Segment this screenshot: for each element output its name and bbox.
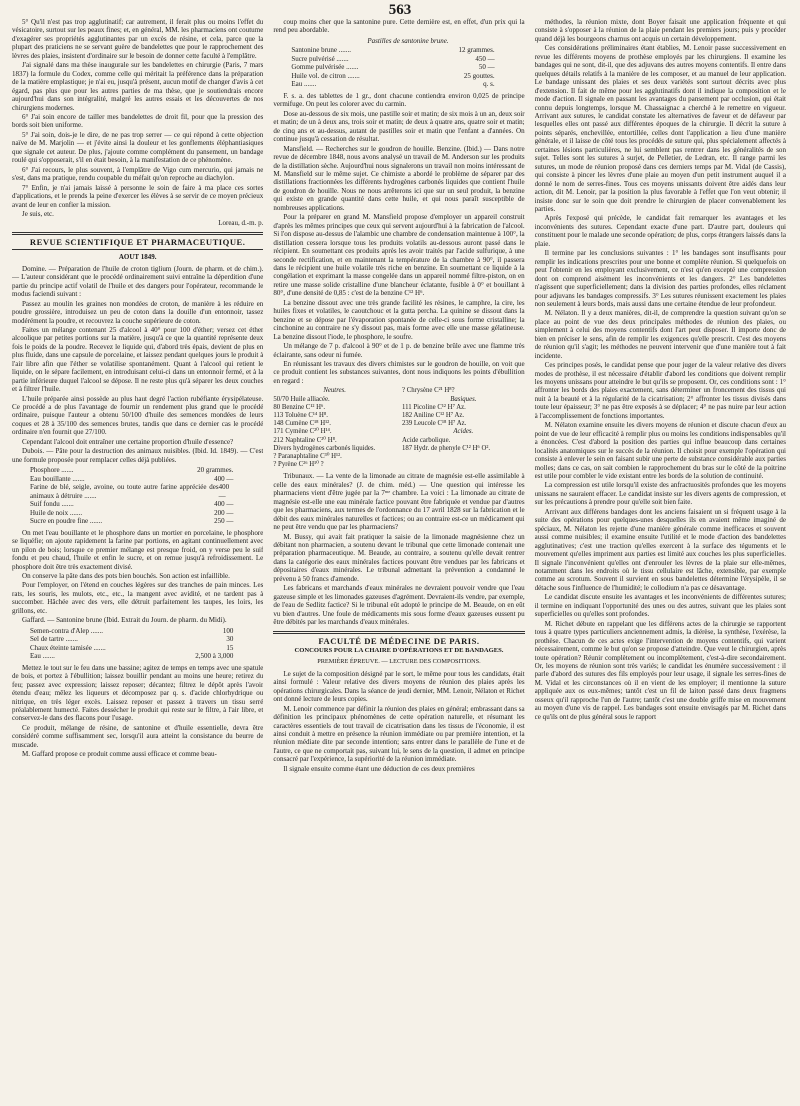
- recipe-row: [30, 483, 263, 500]
- ingredient-name: Farine de blé, seigle, avoine, ou toute autre farine appréciée des animaux à détruire .......: [30, 483, 219, 500]
- paragraph: Il termine par les conclusions suivantes : 1° les bandages sont insuffisants pour remplir les indications prescrites pour une bonne et complète réunion. Si quelquefois on peut l'obtenir en les employant exclusivement, ce n'est qu'en excepté une compression dont on comprend aisément les inconvénients et les dangers. 2° Les bandelettes n'agissent que superficiellement; dans la division des parties profondes, elles réclament pour adjuvans les bandages compressifs. 3° Les sutures réunissent exactement les plaies non seulement à leurs bords, mais aussi dans une certaine étendue de leur profondeur.: [534, 249, 786, 308]
- col2-text-a: [273, 18, 524, 35]
- paragraph: Ce produit, mélange de résine, de santonine et d'huile essentielle, devra être considéré comme suffisamment sec, lorsqu'il aura atteint la consistance du beurre de muscade.: [12, 723, 264, 749]
- ingredient-name: Eau bouillante .......: [30, 474, 85, 483]
- paragraph: Ces principes posés, le candidat pense que pour juger de la valeur relative des divers modes de prothèse, il est nécessaire d'établir d'abord les conditions que doivent remplir les moyens unissans pour atteindre le but qu'ils se proposent. Or, ces conditions sont : 1° affronter les bords des plaies exactement, sans déterminer un froncement des tissus qui nuit à la beauté et à la régularité de la cicatrisation; 2° affronter les tissus divisés dans toute leur épaisseur; 3° ne pas être exposés à se déplacer; 4° ne pas nuire par leur action à l'accomplissement de fonctions importantes.: [534, 361, 786, 420]
- ingredient-quantity: 100: [222, 626, 234, 635]
- paragraph: Le candidat discute ensuite les avantages et les inconvénients de différentes sutures; il termine en indiquant l'opportunité des unes ou des autres, suivant que les plaies sont superficielles ou qu'elles sont profondes.: [534, 593, 786, 619]
- paragraph: Domine. — Préparation de l'huile de croton tiglium (Journ. de pharm. et de chim.). — L'auteur considérant que le procédé ordinairement suivi entraîne la déperdition d'une partie du principe actif volatil de l'huile et des dangers pour l'opérateur, recommande le modus faciendi suivant :: [12, 264, 264, 299]
- column-3: [535, 18, 786, 1106]
- paragraph: 6° J'ai recours, le plus souvent, à l'emplâtre de Vigo cum mercurio, qui jamais ne s'est, dans ma pratique, rendu coupable du méfait qu'on reproche au diachylon.: [12, 165, 264, 183]
- paragraph: On conserve la pâte dans des pots bien bouchés. Son action est infaillible.: [22, 571, 230, 580]
- review-date: AOUT 1849.: [118, 253, 157, 262]
- ingredient-name: Huile de noix .......: [30, 508, 83, 517]
- paragraph: Mettez le tout sur le feu dans une bassine; agitez de temps en temps avec une spatule de bois, et portez à l'ébullition; laissez bouillir pendant au moins une heure; retirez du feu; passez avec expression; laissez reposer; décantez; filtrez le dépôt après l'avoir étendu d'eau; mêlez les liqueurs et décomposez par q. s. d'acide chlorhydrique ou nitrique, en très léger excès. Laissez reposer et passez à travers un tissu serré préalablement humecté. Faites dessécher le produit qui reste sur le filtre, à l'air libre, et conservez-le dans des flacons pour l'usage.: [12, 663, 264, 723]
- ingredient-name: Huile vol. de citron .......: [291, 71, 360, 80]
- compound-line: Divers hydrogènes carbonés liquides.: [273, 444, 376, 452]
- paragraph: La benzine dissout avec une très grande facilité les résines, le camphre, la cire, les huiles fixes et volatiles, le caoutchouc et la gutta percha. La quinine se dissout dans la benzine et se dépose par l'évaporation spontanée de celle-ci sous forme cristalline; la cinchonine au contraire ne s'y dissout pas, mais forme avec elle une masse gélatineuse. La benzine dissout l'iode, le phosphore, le soufre.: [273, 298, 525, 341]
- paragraph: 7° Enfin, je n'ai jamais laissé à personne le soin de faire à ma place ces sortes d'applications, et le prends la peine d'exercer les élèves à se servir de ce moyen précieux avant de leur en confier la mission.: [12, 183, 264, 209]
- divider: [273, 631, 524, 634]
- santonine-notes: [12, 664, 263, 759]
- paragraph: Faites un mélange contenant 25 d'alcool à 40° pour 100 d'éther; versez cet éther alcoolique par petites portions sur la matière, jusqu'à ce que la quantité représente deux fois le poids de la poudre. Recevez le liquide qui, d'abord très épais, devient de plus en plus fluide, dans une capsule de porcelaine, et laissez pendant quelques jours le produit à l'air libre afin que l'éther se volatilise spontanément. Quant à l'alcool qui retient le liquide, on le sépare facilement, en introduisant celui-ci dans un entonnoir fermé, et à la partie inférieure duquel l'alcool se dépose. Il ne reste plus qu'à séparer les deux couches et à filtrer l'huile.: [12, 325, 264, 394]
- basiques-label: Basiques.: [450, 395, 477, 403]
- chem-right-acides: [402, 437, 525, 453]
- ingredient-quantity: 200 —: [214, 508, 234, 517]
- chem-left-list: [273, 396, 396, 470]
- compound-line: 148 Cumène C¹⁸ H¹².: [273, 420, 331, 428]
- ingredient-name: Gomme pulvérisée .......: [291, 63, 359, 72]
- paragraph: Après l'exposé qui précède, le candidat fait remarquer les avantages et les inconvénients des sutures. Cependant exacte d'une part. D'autre part, douleurs qui constituent pour le malade une seconde opération; de plus, corps étrangers laissés dans la plaie.: [534, 214, 786, 248]
- ingredient-name: Eau .......: [291, 80, 317, 89]
- ingredient-quantity: 30: [226, 635, 234, 644]
- paragraph: Gaffard. — Santonine brune (Ibid. Extrait du Journ. de pharm. du Midi).: [22, 616, 227, 625]
- ingredient-quantity: 450 —: [475, 54, 495, 63]
- recipe-row: [291, 55, 524, 64]
- recipe-phosphore: [30, 466, 263, 526]
- paragraph: Le sujet de la composition désigné par le sort, le même pour tous les candidats, était ainsi formulé : Valeur relative des divers moyens de réunion des plaies après les opérations chirurgicales. Dans la séance de jeudi dernier, MM. Lenoir, Nélaton et Richet ont donné lecture de leurs copies.: [273, 669, 525, 704]
- recipe-pastilles: [291, 37, 524, 89]
- paragraph: Un mélange de 7 p. d'alcool à 90° et de 1 p. de benzine brûle avec une flamme très éclairante, sans odeur ni fumée.: [273, 342, 525, 359]
- recipe-row: [30, 652, 263, 661]
- paragraph: Cependant l'alcool doit entraîner une certaine proportion d'huile d'essence?: [22, 437, 234, 446]
- recipe-santonine: [30, 627, 263, 661]
- epreuve-heading: PREMIÈRE ÉPREUVE. — LECTURE DES COMPOSITIONS.: [317, 658, 481, 666]
- ingredient-quantity: 400 —: [214, 474, 234, 483]
- ingredient-name: Sucre en poudre fine .......: [30, 517, 103, 526]
- page-number: 563: [388, 2, 412, 18]
- signature: Loreau, d.-m. p.: [218, 219, 264, 228]
- col1-top-text: [12, 18, 263, 209]
- col2-text-b: [273, 92, 524, 385]
- paragraph: Les fabricans et marchands d'eaux minérales ne devraient pouvoir vendre que l'eau gazeuse simple et les limonades gazeuses d'agrément. Devraient-ils vendre, par exemple, de l'eau de Sedlitz factice? Si le tribunal eût adopté le principe de M. Beaude, on en eût vu bien d'autres. Une foule de médicaments mis sous forme d'eaux gazeuses eussent pu être débités par les marchands d'eaux minérales.: [273, 584, 525, 627]
- paragraph: Mansfield. — Recherches sur le goudron de houille. Benzine. (Ibid.) — Dans notre revue de décembre 1848, nous avons analysé un travail de M. Anderson sur les produits de la distillation sèche. Aujourd'hui nous signalerons un travail non moins intéressant de M. Mansfield sur le même sujet. Ce chimiste a abordé le problème de séparer par des distillations fractionnées les différents hydrogènes carbonés liquides que contient l'huile de goudron de houille. Nous ne nous arrêterons ici que sur un seul produit, la benzine qui existe en grande quantité dans cette huile, et qui nous paraît susceptible de nombreuses applications.: [273, 144, 525, 212]
- ingredient-name: Phosphore .......: [30, 466, 74, 475]
- paragraph: méthodes, la réunion mixte, dont Boyer faisait une application fréquente et qui consiste à s'opposer à la réunion de la plaie pendant les premiers jours; puis y procéder quand déjà les bourgeons charnus ont acquis un certain développement.: [534, 18, 786, 43]
- compound-line: 187 Hydr. de phenyle C¹² H⁶ O².: [401, 444, 491, 452]
- paragraph: M. Bussy, qui avait fait pratiquer la saisie de la limonade magnésienne chez un débitant non pharmacien, a soutenu devant le tribunal que cette limonade contenait une préparation pharmaceutique. M. Beaude, au contraire, a soutenu qu'elle devait rentrer dans la catégorie des eaux minérales factices pouvant être vendues par les fabricans et dépositaires d'eaux minérales. Le tribunal admettant la prévention a condamné le prévenu à 50 francs d'amende.: [273, 532, 525, 583]
- recipe-notes: [12, 529, 263, 625]
- ingredient-name: Chaux éteinte tamisée .......: [30, 643, 106, 652]
- paragraph: Passez au moulin les graines non mondées de croton, de manière à les réduire en poudre grossière, introduisez un peu de coton dans la douille d'un entonnoir, tassez modérément la poudre, et recouvrez la couche supérieure de coton.: [12, 299, 264, 325]
- recipe-row: [30, 500, 263, 509]
- ingredient-quantity: q. s.: [483, 80, 495, 89]
- paragraph: Pour la préparer en grand M. Mansfield propose d'employer un appareil construit d'après les mêmes principes que ceux qui servent aujourd'hui à la fabrication de l'alcool. Si l'on dispose au-dessus de l'alambic une chambre de condensation maintenue à 100°, la distillation cessera lorsque tous les produits volatils au-dessous auront passé dans le récipient. En soumettant ces produits après les avoir traités par l'acide sulfurique, à une seconde rectification, et en maintenant la température de la chambre à 90°, il passera dans le récipient une huile volatile très riche en benzine. En soumettant ce liquide à la congélation et exprimant la masse congelée dans un appareil nommé filtre-piston, on en retire une masse solide cristalline d'une blancheur éclatante, fusible à 0° et bouillant à 80°, d'une densité de 0,85 : c'est de la benzine C¹² H⁶.: [273, 213, 525, 298]
- recipe-row: [291, 46, 524, 55]
- recipe-row: [30, 466, 263, 475]
- paragraph: La compression est utile lorsqu'il existe des anfractuosités profondes que les moyens unissans ne sauraient effacer. Le candidat insiste sur les divers agents de compression, et sur les précautions à prendre pour qu'elle soit bien faite.: [534, 481, 786, 507]
- paragraph: 5° J'ai soin, dois-je le dire, de ne pas trop serrer — ce qui répond à cette objection naïve de M. Marjolin — et j'évite ainsi la douleur et les gonflements éléphantiasiques que signale cet auteur. De plus, j'ajoute comme complément du pansement, un bandage roulé qui s'opposerait, s'il en était besoin, à la manifestation de ce phénomène.: [12, 130, 264, 165]
- paragraph: coup moins cher que la santonine pure. Cette dernière est, en effet, d'un prix qui la rend peu abordable.: [273, 18, 525, 35]
- paragraph: Tribunaux. — La vente de la limonade au citrate de magnésie est-elle assimilable à celle des eaux minérales? (J. de chim. méd.) — Une question qui intéresse les pharmaciens vient d'être jugée par la 7ᵐᵉ chambre. La voici : La limonade au citrate de magnésie est-elle une eau minérale factice pouvant être fabriquée et vendue par d'autres que les pharmaciens, aux termes de l'ordonnance du 17 avril 1828 sur la fabrication et le débit des eaux minérales naturelles et factices; ou au contraire est-ce un médicament qui ne peut être vendu que par les pharmaciens?: [273, 472, 525, 532]
- ingredient-quantity: 50 —: [478, 63, 495, 72]
- paragraph: J'ai signalé dans ma thèse inaugurale sur les bandelettes en chirurgie (Paris, 7 mars 1837) la formule du Codex, comme celle qui méritait la préférence dans la préparation de la matière emplastique; je n'ai eu, jusqu'à présent, aucun motif de changer d'avis à cet égard, pas plus que pour les autres parties de ma thèse, que je soutiendrais encore aujourd'hui dans son intégralité, malgré les autres essais et les découvertes de nos chirurgiens modernes.: [12, 61, 264, 112]
- paragraph: 5° Qu'il n'est pas trop agglutinatif; car autrement, il ferait plus ou moins l'effet du vésicatoire, surtout sur les peaux fines; et, en général, MM. les pharmaciens ont coutume d'exagérer ses propriétés agglutinantes par un excès de résine, et cela, parce que la plupart des praticiens ne se servant guère de bandelettes que pour le rapprochement des lèvres des plaies, insistent d'ordinaire sur le besoin de donner cette faculté à l'emplâtre.: [12, 18, 264, 60]
- paragraph: Arrivant aux différens bandages dont les anciens faisaient un si fréquent usage à la suite des opérations pour quelques-unes desquelles ils en avaient même imaginé de spéciaux, M. Nélaton les rejette d'une manière générale comme inefficaces et souvent aussi comme nuisibles; il examine ensuite l'utilité et le mode d'action des bandelettes agglutinatives; c'est une traction qu'elles exercent à la surface des téguments et le mouvement qu'elles impriment aux parties est limité aux couches les plus superficielles. Il signale l'inconvénient qu'elles ont d'enrouler les lèvres de la plaie sur elle-mêmes, notamment dans les endroits où le tissu cellulaire est lâche, extensible, par exemple comme au scrotum. Souvent il survient en sous bandelettes détermine l'érysipèle, il se détache sous l'influence de l'humidité; le collodium n'a pas ce désavantage.: [534, 507, 786, 592]
- chem-right-group: [402, 396, 525, 470]
- col2-text-c: [273, 472, 524, 626]
- paragraph: M. Nélaton examine ensuite les divers moyens de réunion et discute chacun d'eux au point de vue de leur efficacité à remplir plus ou moins les conditions indispensables qu'il a énoncées. C'est d'abord la position des parties qui influe beaucoup dans certaines localités anatomiques sur le succès de la réunion. Il choisit pour exemple l'opération qui consiste à enlever le sein en faisant subir une perte de substance considérable aux parties molles; dans ce cas, on sait combien le rapprochement du bras sur le côté de la poitrine est utile pour combler le vide existant entre les bords de la solution de continuité.: [534, 421, 786, 481]
- compound-line: 50/70 Huile alliacée.: [273, 395, 330, 403]
- compound-line: Acide carbolique.: [401, 436, 451, 444]
- ingredient-quantity: 250 —: [214, 517, 234, 526]
- recipe-row: [30, 627, 263, 636]
- recipe-title: Pastilles de santonine brune.: [367, 36, 449, 45]
- compound-line: 171 Cymène C²⁰ H¹⁴.: [273, 428, 332, 436]
- compound-line: 113 Toluène C¹⁴ H⁸.: [273, 411, 328, 419]
- col2-text-d: [273, 670, 524, 773]
- paragraph: On met l'eau bouillante et le phosphore dans un mortier en porcelaine, le phosphore se liquéfie; on ajoute rapidement la farine par portions, en agitant continuellement avec un pilon de bois; lorsque ce premier mélange est presque froid, on y verse peu le suif fondu et peu chaud, l'huile et enfin le sucre, et on remue jusqu'à refroidissement. Le phosphore doit être très exactement divisé.: [12, 528, 264, 571]
- chrysene-line: ? Chrysène C²¹ H⁸?: [401, 387, 455, 395]
- compound-line: 80 Benzine C¹² H⁶.: [273, 403, 326, 411]
- paragraph: Dubois. — Pâte pour la destruction des animaux nuisibles. (Ibid. Id. 1849). — C'est une formule proposée pour remplacer celles déjà publiées.: [12, 447, 264, 464]
- divider: [12, 232, 263, 235]
- ingredient-quantity: 15: [226, 643, 234, 652]
- paragraph: M. Lenoir commence par définir la réunion des plaies en général; embrassant dans sa définition les principaux phénomènes de cette opération naturelle, et résumant les caractères essentiels de tout travail de cicatrisation dans les tissus de l'économie, il est ainsi conduit à mettre en présence la réunion immédiate ou par première intention, et la réunion médiate dite par seconde intention; sans entrer dans le parallèle de l'une et de l'autre, ce que ne comportait pas, suivant lui, le sens de la question, il admet en principe consacré par l'expérience, la supériorité de la réunion immédiate.: [273, 704, 525, 764]
- paragraph: M. Nélaton. Il y a deux manières, dit-il, de comprendre la question suivant qu'on se place au point de vue des deux principales méthodes de réunion des plaies, ou simplement à celui des moyens contentifs dont l'art peut disposer. Il importe donc de bien en préciser le sens, afin de remplir les exigences qu'elle prescrit. C'est des moyens de réunion qu'il s'agit; les méthodes ne peuvent intervenir que d'une manière tout à fait incidente.: [534, 309, 786, 360]
- column-1: [12, 18, 263, 1106]
- divider: [12, 249, 263, 250]
- paragraph: M. Gaffard propose ce produit comme aussi efficace et comme beau-: [22, 750, 217, 759]
- neutres-label: Neutres.: [323, 387, 346, 395]
- paragraph: Dose au-dessous de six mois, une pastille soir et matin; de six mois à un an, deux soir et matin; de un à deux ans, trois soir et matin; de deux à quatre ans, quatre soir et matin; de cinq ans et au-dessus, autant de pastilles soir et matin que l'enfant a d'années. On continue jusqu'à cessation de résultat.: [273, 109, 525, 144]
- paragraph: Pour l'employer, on l'étend en couches légères sur des tranches de pain minces. Les rats, les souris, les mulots, etc., etc., la mangent avec avidité, et ne tardent pas à succomber. Hâchée avec des vers, elle détruit parfaitement les taupes, les loirs, les grillons, etc.: [12, 581, 264, 615]
- paragraph: Il signale ensuite comme étant une déduction de ces deux premières: [283, 764, 475, 773]
- faculty-subheading: CONCOURS POUR LA CHAIRE D'OPÉRATIONS ET DE BANDAGES.: [294, 646, 504, 654]
- recipe-row: [291, 72, 524, 81]
- ingredient-quantity: 400 —: [214, 500, 234, 509]
- review-text: [12, 265, 263, 464]
- columns: [12, 18, 786, 1106]
- recipe-row: [291, 63, 524, 72]
- compound-line: 182 Aniline C¹² H⁷ Az.: [401, 411, 465, 419]
- compound-line: ? Pyrène C²⁶ H¹⁰ ?: [273, 461, 324, 469]
- ingredient-quantity: 20 grammes.: [197, 466, 234, 475]
- paragraph: L'huile préparée ainsi possède au plus haut degré l'action rubéfiante érysipélateuse. Ce procédé a de plus l'avantage de fournir un rendement plus grand que le procédé ordinaire, puisque l'auteur a obtenu 50/100 d'huile des semences mondées de leurs coques et 28 à 35/100 des semences brutes, tandis que dans ce dernier cas le procédé ordinaire n'en fournit que 27/100.: [12, 394, 264, 437]
- ingredient-quantity: 400 —: [218, 483, 230, 500]
- faculty-heading: FACULTÉ DE MÉDECINE DE PARIS.: [318, 635, 480, 646]
- recipe-row: [30, 509, 263, 518]
- sign-off: Je suis, etc.: [22, 209, 54, 218]
- recipe-row: [30, 644, 263, 653]
- col3-text: [535, 18, 786, 721]
- ingredient-name: Sel de tartre .......: [30, 635, 78, 644]
- paragraph: Ces considérations préliminaires étant établies, M. Lenoir passe successivement en revue les différents moyens de prothèse employés par les chirurgiens. Il examine les bandages qui ne sont, dit-il, que des adjuvans des autres moyens contentifs. Il entre dans quelques détails relatifs à la manière de les composer, et au manuel de leur application. Le bandage unissant des plaies et ses deux variétés sont surtout décrits avec plus d'extension. Il fait de même pour les agglutinatifs dont il indique la composition et le mode d'action. Il signale en passant les avantages du pansement par occlusion, qui était connu depuis longtemps, lorsque M. Chassaignac a cherché à le remettre en vigueur. Arrivant aux sutures, le candidat constate les alternatives de faveur et de défaveur par lesquelles elles ont passé aux différentes époques de la chirurgie. Il décrit la suture à points séparés, enchevillée, entortillée, celles dont l'application a lieu d'une manière générale, et il laisse de côté tous les procédés de suture qui, plus spécialement affectés à certaines lésions particulières, ne lui semblent pas rentrer dans les généralités de son sujet. Telles sont les sutures à surjet, de Pelletier, de Ledran, etc. Il range parmi les sutures, un mode de réunion proposé dans ces derniers temps par M. Vidal (de Cassis), qui consiste à pincer les lèvres d'une plaie au moyen d'un petit instrument auquel il a donné le nom de serres-fines. Tous ces moyens unissants doivent être aidés dans leur action, dit M. Lenoir, par la position la plus favorable à l'effet que l'on veut obtenir; il insiste donc sur le soin que doit prendre le chirurgien de placer convenablement les parties.: [534, 44, 786, 213]
- paragraph: F. s. a. des tablettes de 1 gr., dont chacune contiendra environ 0,025 de principe vermifuge. On peut les colorer avec du carmin.: [273, 91, 525, 109]
- column-2: [273, 18, 524, 1106]
- review-heading: REVUE SCIENTIFIQUE ET PHARMACEUTIQUE.: [29, 236, 246, 247]
- ingredient-name: Eau .......: [30, 652, 55, 661]
- recipe-rows: [291, 46, 524, 89]
- paragraph: En réunissant les travaux des divers chimistes sur le goudron de houille, on voit que ce produit contient les substances suivantes, dont nous indiquons les points d'ébullition en regard :: [273, 359, 525, 385]
- compound-line: ? Paranaphtaline C³⁰ H¹².: [273, 452, 342, 460]
- compound-line: 111 Picoline C¹² H⁷ Az.: [401, 403, 466, 411]
- paragraph: M. Richet débute en rappelant que les différens actes de la chirurgie se rapportent tous à quatre types particuliers anciennement admis, la diérèse, la synthèse, l'exérèse, la prothèse. Chacun de ces actes exige l'intervention de moyens contentifs, qui varient nécessairement, comme le but qu'on se propose d'atteindre. Que veut le chirurgien, après toute opération? Réunir complètement ou incomplètement, c'est-à-dire secondairement. Or, les moyens de réunion sont très variés; le candidat les énumère successivement : il parle d'abord des sutures des fils employés pour leur usage, il signale les serres-fines de M. Vidal et les circonstances où il en vient de les employer; il mentionne la suture appliquée aux os eux-mêmes; tantôt c'est un fil de laiton passé dans deux fragmens osseux qu'il rapproche l'un de l'autre; tantôt c'est une double griffe mise en mouvement au moyen d'une vis de rappel. Les bandages sont ensuite envisagés par M. Richet dans ce qu'ils ont de plus général sous le rapport: [534, 619, 786, 721]
- ingredient-name: Suif fondu .......: [30, 500, 74, 509]
- compound-line: 239 Leucole C¹⁸ H⁷ Az.: [401, 420, 467, 428]
- ingredient-quantity: 12 grammes.: [458, 46, 495, 55]
- recipe-row: [30, 517, 263, 526]
- ingredient-name: Santonine brune .......: [291, 46, 352, 55]
- ingredient-name: Semen-contra d'Alep .......: [30, 626, 103, 635]
- recipe-row: [30, 635, 263, 644]
- ingredient-name: Sucre pulvérisé .......: [291, 54, 349, 63]
- chemistry-table: [273, 387, 524, 469]
- recipe-row: [291, 80, 524, 89]
- recipe-row: [30, 475, 263, 484]
- chem-right-basiques: [402, 404, 525, 429]
- acides-label: Acides.: [453, 428, 474, 436]
- ingredient-quantity: 2,500 à 3,000: [195, 652, 234, 661]
- compound-line: 212 Naphtaline C²⁰ H⁸.: [273, 436, 337, 444]
- paragraph: 6° J'ai soin encore de tailler mes bandelettes de droit fil, pour que la pression des bords soit bien uniforme.: [12, 112, 264, 130]
- ingredient-quantity: 25 gouttes.: [463, 71, 495, 80]
